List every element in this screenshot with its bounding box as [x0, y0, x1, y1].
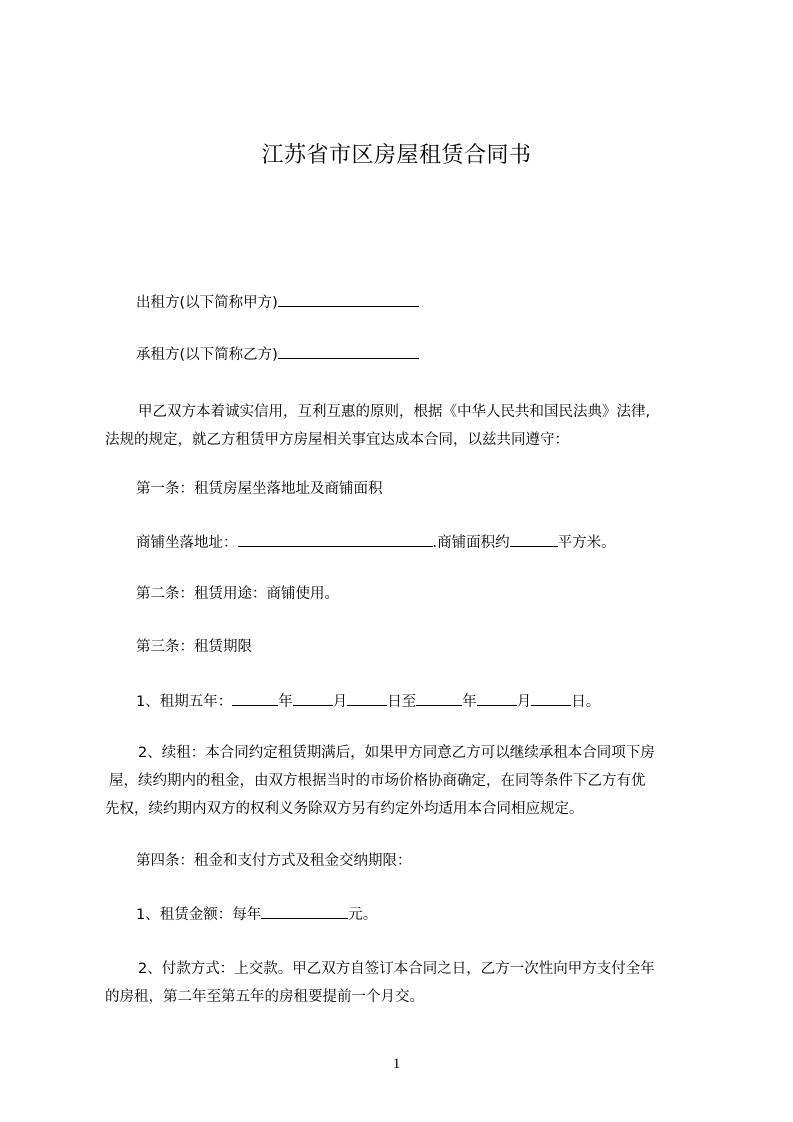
address-blank [238, 532, 433, 547]
term-line [136, 691, 600, 712]
term-year2-blank [416, 691, 462, 706]
term-year2-label: 年 [462, 694, 477, 710]
area-blank [510, 532, 558, 547]
term-prefix: 1、租期五年： [136, 694, 233, 710]
intro-paragraph [105, 398, 697, 454]
lessee-blank [278, 344, 419, 359]
amount-line [136, 904, 377, 925]
intro-line-2: 法规的规定，就乙方租赁甲方房屋相关事宜达成本合同，以兹共同遵守： [105, 432, 569, 448]
article3-heading: 第三条：租赁期限 [136, 639, 252, 655]
lessee-line [136, 344, 419, 365]
term-month2-label: 月 [516, 694, 532, 710]
lessor-line [136, 292, 419, 313]
document-title: 江苏省市区房屋租赁合同书 [261, 143, 532, 168]
term-year1-blank [232, 691, 278, 706]
term-year1-label: 年 [278, 694, 293, 710]
article4-heading: 第四条：租金和支付方式及租金交纳期限： [136, 853, 412, 869]
renewal-line-3: 先权，续约期内双方的权利义务除双方另有约定外均适用本合同相应规定。 [105, 801, 584, 817]
article2-heading: 第二条：租赁用途：商铺使用。 [136, 586, 339, 602]
article1-heading: 第一条：租赁房屋坐落地址及商铺面积 [136, 481, 383, 497]
lessor-label: 出租方(以下简称甲方) [136, 295, 278, 311]
payment-line-2: 的房租，第二年至第五年的房租要提前一个月交。 [105, 989, 424, 1005]
term-day1-label: 日至 [387, 694, 417, 710]
lessee-label: 承租方(以下简称乙方) [136, 347, 278, 363]
address-label: 商铺坐落地址： [136, 535, 238, 551]
term-day2-blank [531, 691, 571, 706]
term-day2-label: 日。 [571, 694, 601, 710]
term-month2-blank [477, 691, 517, 706]
payment-line-1: 2、付款方式：上交款。甲乙双方自签订本合同之日，乙方一次性向甲方支付全年 [138, 961, 655, 977]
page-number: 1 [392, 1056, 401, 1072]
address-line [136, 532, 616, 553]
area-unit: 平方米。 [557, 535, 616, 551]
intro-line-1: 甲乙双方本着诚实信用，互利互惠的原则，根据《中华人民共和国民法典》法律, [138, 404, 651, 420]
amount-blank [261, 904, 348, 919]
renewal-paragraph [105, 739, 697, 823]
term-day1-blank [347, 691, 387, 706]
area-label: .商铺面积约 [432, 535, 510, 551]
term-month1-blank [293, 691, 333, 706]
renewal-line-1: 2、续租：本合同约定租赁期满后，如果甲方同意乙方可以继续承租本合同项下房 [138, 745, 655, 761]
lessor-blank [278, 292, 419, 307]
renewal-line-2: 屋，续约期内的租金，由双方根据当时的市场价格协商确定，在同等条件下乙方有优 [109, 773, 646, 789]
payment-paragraph [105, 955, 697, 1011]
amount-suffix: 元。 [348, 907, 378, 923]
amount-prefix: 1、租赁金额：每年 [136, 907, 262, 923]
term-month1-label: 月 [332, 694, 348, 710]
